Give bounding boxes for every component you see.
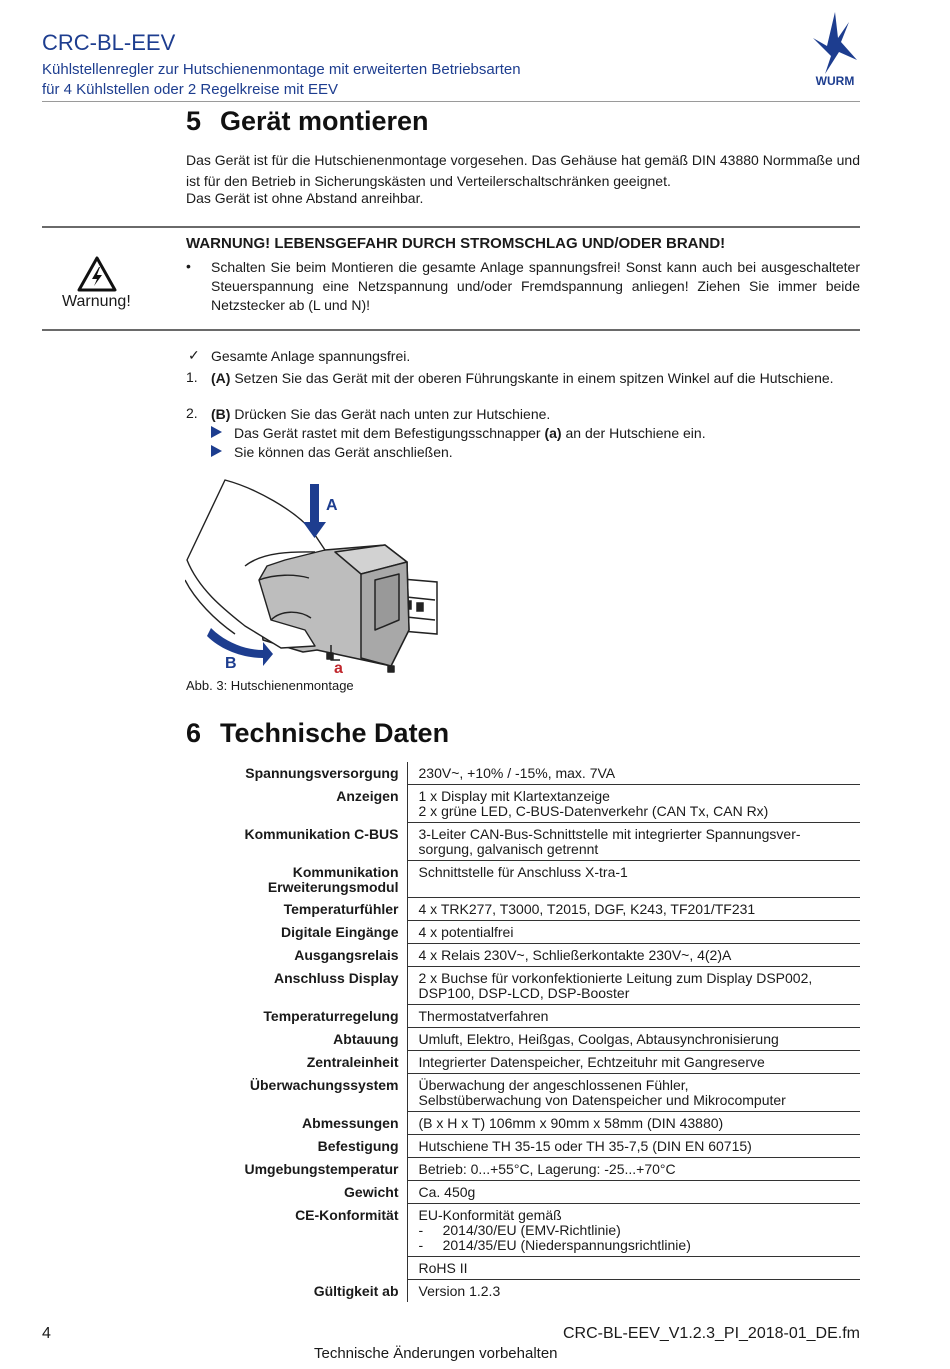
section-number: 6 <box>186 718 202 748</box>
spec-value <box>407 1112 860 1135</box>
spec-value-line: EU-Konformität gemäß <box>418 1207 562 1223</box>
spec-value-line: Betrieb: 0...+55°C, Lagerung: -25...+70°C <box>418 1161 676 1177</box>
spec-value <box>407 1158 860 1181</box>
spec-value <box>407 785 860 823</box>
spec-key <box>186 1280 407 1303</box>
spec-key-line: Abtauung <box>333 1030 399 1047</box>
warning-text: Schalten Sie beim Montieren die gesamte Anlage spannungsfrei! Sonst kann auch bei ausgeschalteter Steuerspannung eine Netzspannung und/oder Fremdspannung anliegen! Ziehen Sie immer beide Netzstecker ab (L und N)! <box>211 259 860 313</box>
spec-value <box>407 1051 860 1074</box>
spec-key <box>186 1158 407 1181</box>
spec-value-line: sorgung, galvanisch getrennt <box>418 841 599 857</box>
spec-row <box>186 944 860 967</box>
spec-key <box>186 1135 407 1158</box>
spec-key-line: Überwachungssystem <box>249 1076 399 1093</box>
spec-key <box>186 898 407 921</box>
spec-value <box>407 1257 860 1280</box>
din-rail-mounting-figure <box>185 470 440 680</box>
result-text: Das Gerät rastet mit dem Befestigungsschnapper (a) an der Hutschiene ein. <box>234 425 706 441</box>
spec-row <box>186 861 860 898</box>
spec-key-line: Spannungsversorgung <box>245 765 399 781</box>
warning-bullet: • <box>186 258 191 274</box>
header-divider <box>42 101 860 102</box>
spec-row <box>186 1257 860 1280</box>
spec-value-line: 4 x TRK277, T3000, T2015, DGF, K243, TF201/TF231 <box>418 901 756 917</box>
electric-warning-icon <box>77 256 117 292</box>
spec-value-line: Ca. 450g <box>418 1184 476 1200</box>
spec-row <box>186 1280 860 1303</box>
spec-key-line: Erweiterungsmodul <box>267 878 399 895</box>
spec-key <box>186 1028 407 1051</box>
spec-value <box>407 1181 860 1204</box>
spec-value-line: Überwachung der angeschlossenen Fühler, <box>418 1077 689 1093</box>
spec-row <box>186 1005 860 1028</box>
technical-data-table <box>186 762 860 1302</box>
step-number: 1. <box>186 369 198 385</box>
label-a: A <box>326 497 338 514</box>
spec-row <box>186 1204 860 1257</box>
step-text: (B) Drücken Sie das Gerät nach unten zur Hutschiene. <box>211 406 551 422</box>
spec-row <box>186 1074 860 1112</box>
spec-key-line: Anschluss Display <box>274 969 399 986</box>
warning-top-rule <box>42 226 860 228</box>
svg-text:WURM: WURM <box>815 74 855 88</box>
spec-value-line: - 2014/30/EU (EMV-Richtlinie) <box>418 1222 621 1238</box>
device-housing <box>253 545 409 672</box>
spec-value <box>407 1074 860 1112</box>
spec-value-line: Version 1.2.3 <box>418 1283 501 1299</box>
spec-key-line: Temperaturregelung <box>263 1007 399 1024</box>
spec-key-line: Kommunikation C-BUS <box>244 825 399 842</box>
spec-key <box>186 1005 407 1028</box>
step-number: 2. <box>186 405 198 421</box>
spec-key <box>186 1051 407 1074</box>
step-text: (A) Setzen Sie das Gerät mit der oberen Führungskante in einem spitzen Winkel auf die Hutschiene. <box>211 370 834 386</box>
document-title: CRC-BL-EEV <box>42 30 176 55</box>
warning-bottom-rule <box>42 329 860 331</box>
spec-key <box>186 762 407 785</box>
spec-key-line: Kommunikation <box>292 863 399 880</box>
spec-key <box>186 944 407 967</box>
document-subtitle-line2: für 4 Kühlstellen oder 2 Regelkreise mit EEV <box>42 81 338 98</box>
wurm-logo <box>805 8 865 88</box>
section-6-heading <box>186 718 449 749</box>
figure-caption: Abb. 3: Hutschienenmontage <box>186 678 354 693</box>
intro-paragraph: Das Gerät ist für die Hutschienenmontage vorgesehen. Das Gehäuse hat gemäß DIN 43880 Normmaße und ist für den Betrieb in Sicherungskästen und Verteilerschaltschränken geeignet. <box>186 152 860 189</box>
spec-value-line: Integrierter Datenspeicher, Echtzeituhr mit Gangreserve <box>418 1054 765 1070</box>
spec-value <box>407 1135 860 1158</box>
result-arrow-icon <box>211 426 222 438</box>
spec-value-line: 230V~, +10% / -15%, max. 7VA <box>418 765 616 781</box>
spec-value-line: RoHS II <box>418 1260 468 1276</box>
spec-row <box>186 762 860 785</box>
spec-value <box>407 1204 860 1257</box>
section-number: 5 <box>186 106 202 136</box>
spec-value <box>407 823 860 861</box>
spec-key-line: Anzeigen <box>336 787 399 804</box>
spec-value-line: 1 x Display mit Klartextanzeige <box>418 788 610 804</box>
spec-value-line: Hutschiene TH 35-15 oder TH 35-7,5 (DIN EN 60715) <box>418 1138 752 1154</box>
spec-key-line: CE-Konformität <box>295 1206 399 1223</box>
spec-value-line: Umluft, Elektro, Heißgas, Coolgas, Abtausynchronisierung <box>418 1031 779 1047</box>
spec-value <box>407 898 860 921</box>
spec-key <box>186 1112 407 1135</box>
spec-key-line: Gültigkeit ab <box>313 1282 399 1299</box>
spec-value <box>407 1028 860 1051</box>
spec-value-line: 2 x grüne LED, C-BUS-Datenverkehr (CAN Tx, CAN Rx) <box>418 803 769 819</box>
spec-value <box>407 861 860 898</box>
spec-value <box>407 921 860 944</box>
section-title: Gerät montieren <box>220 106 429 136</box>
footer-note: Technische Änderungen vorbehalten <box>314 1345 558 1362</box>
spec-key <box>186 1074 407 1112</box>
spec-value-line: - 2014/35/EU (Niederspannungsrichtlinie) <box>418 1237 691 1253</box>
spec-row <box>186 1051 860 1074</box>
spec-value-line: Thermostatverfahren <box>418 1008 549 1024</box>
result-arrow-icon <box>211 445 222 457</box>
spec-value-line: Selbstüberwachung von Datenspeicher und Mikrocomputer <box>418 1092 786 1108</box>
spec-value-line: 4 x Relais 230V~, Schließerkontakte 230V~, 4(2)A <box>418 947 732 963</box>
spec-row <box>186 785 860 823</box>
spec-row <box>186 823 860 861</box>
spec-row <box>186 1158 860 1181</box>
spec-row <box>186 898 860 921</box>
page-number: 4 <box>42 1325 51 1342</box>
spec-key-line: Gewicht <box>344 1183 399 1200</box>
document-subtitle-line1: Kühlstellenregler zur Hutschienenmontage mit erweiterten Betriebsarten <box>42 61 521 78</box>
spec-key-line: Ausgangsrelais <box>294 946 399 963</box>
spec-key-line: Temperaturfühler <box>283 900 399 917</box>
spec-row <box>186 1028 860 1051</box>
spec-value <box>407 1005 860 1028</box>
spec-value-line: 3-Leiter CAN-Bus-Schnittstelle mit integrierter Spannungsver- <box>418 826 801 842</box>
result-text: Sie können das Gerät anschließen. <box>234 444 453 460</box>
spec-key-line: Zentraleinheit <box>306 1053 399 1070</box>
spec-key-line: Digitale Eingänge <box>281 923 399 940</box>
spec-value-line: DSP100, DSP-LCD, DSP-Booster <box>418 985 630 1001</box>
spec-row <box>186 1112 860 1135</box>
spec-key <box>186 1257 407 1280</box>
spec-key <box>186 785 407 823</box>
spec-key <box>186 1204 407 1257</box>
spec-row <box>186 1181 860 1204</box>
spec-row <box>186 1135 860 1158</box>
warning-title: WARNUNG! LEBENSGEFAHR DURCH STROMSCHLAG UND/ODER BRAND! <box>186 235 726 252</box>
spec-key <box>186 861 407 898</box>
spec-key <box>186 921 407 944</box>
precondition-text: Gesamte Anlage spannungsfrei. <box>211 348 411 364</box>
spec-key <box>186 1181 407 1204</box>
spec-row <box>186 921 860 944</box>
spec-key <box>186 967 407 1005</box>
section-5-heading <box>186 106 429 137</box>
spec-value <box>407 762 860 785</box>
spec-value-line: 2 x Buchse für vorkonfektionierte Leitung zum Display DSP002, <box>418 970 813 986</box>
intro-paragraph-2: Das Gerät ist ohne Abstand anreihbar. <box>186 190 424 206</box>
spec-key-line: Abmessungen <box>302 1114 399 1131</box>
spec-value-line: 4 x potentialfrei <box>418 924 514 940</box>
footer-filename: CRC-BL-EEV_V1.2.3_PI_2018-01_DE.fm <box>562 1325 860 1342</box>
check-icon: ✓ <box>188 347 200 363</box>
spec-value-line: (B x H x T) 106mm x 90mm x 58mm (DIN 43880) <box>418 1115 724 1131</box>
label-snap-a: a <box>334 660 343 677</box>
spec-key <box>186 823 407 861</box>
spec-value <box>407 944 860 967</box>
section-title: Technische Daten <box>220 718 450 748</box>
spec-key-line: Umgebungstemperatur <box>244 1160 399 1177</box>
spec-value-line: Schnittstelle für Anschluss X-tra-1 <box>418 864 628 880</box>
warning-label: Warnung! <box>62 293 131 310</box>
spec-value <box>407 1280 860 1303</box>
spec-row <box>186 967 860 1005</box>
label-b: B <box>225 655 237 672</box>
spec-value <box>407 967 860 1005</box>
spec-key-line: Befestigung <box>317 1137 399 1154</box>
